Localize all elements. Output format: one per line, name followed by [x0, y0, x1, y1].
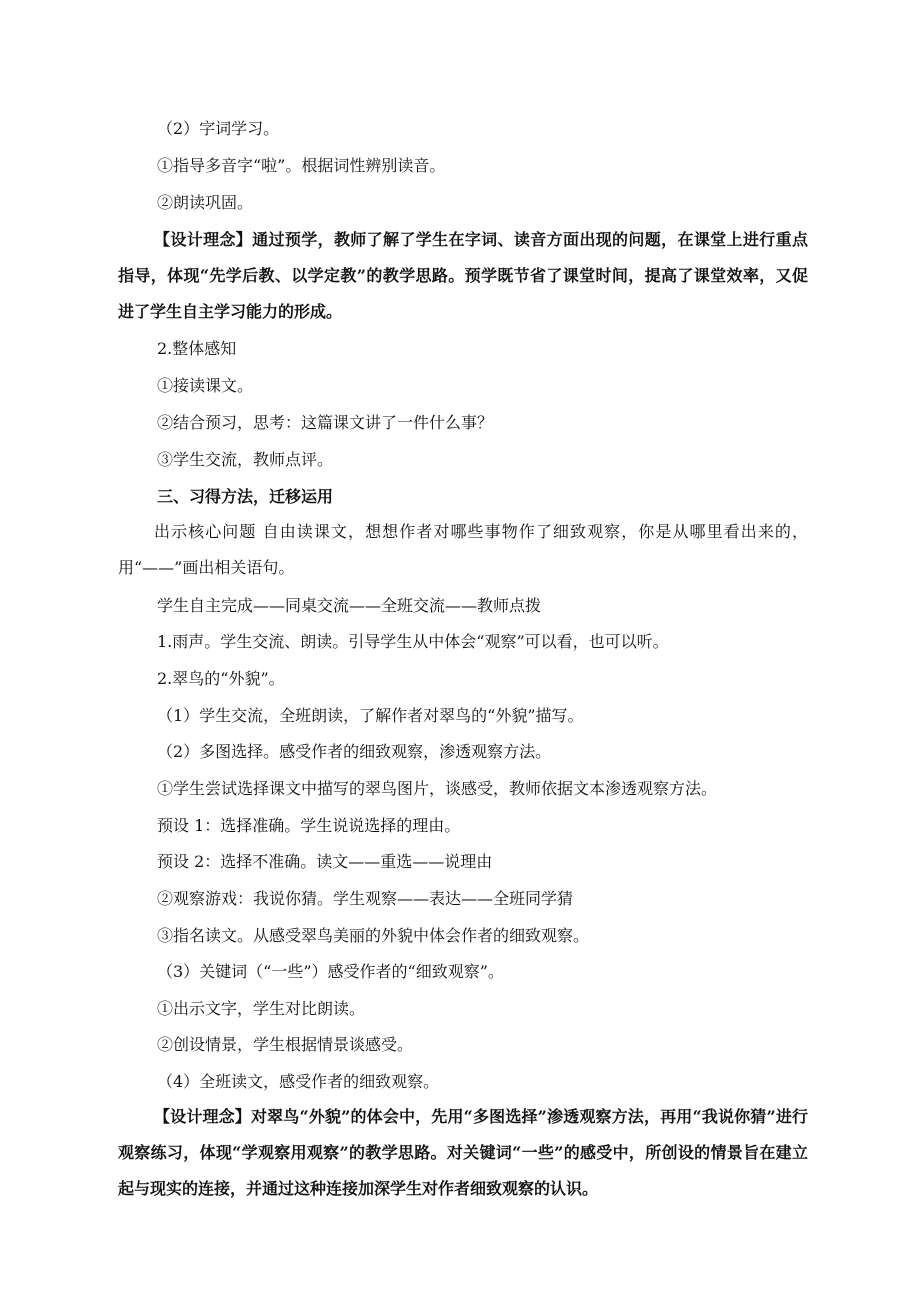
step-read-consolidate: ②朗读巩固。: [157, 193, 254, 212]
subitem-class-reading: （4）全班读文，感受作者的细致观察。: [157, 1072, 440, 1091]
step-exchange-comment: ③学生交流，教师点评。: [157, 450, 334, 469]
step-think-question: ②结合预习，思考：这篇课文讲了一件什么事？: [157, 413, 494, 432]
subitem-keyword: （3）关键词（“一些”）感受作者的“细致观察”。: [157, 962, 504, 981]
subitem-exchange-read: （1）学生交流，全班朗读，了解作者对翠鸟的“外貌”描写。: [157, 706, 584, 725]
step-choose-image: ①学生尝试选择课文中描写的翠鸟图片，谈感受，教师依据文本渗透观察方法。: [157, 779, 718, 798]
preset-1: 预设 1：选择准确。学生说说选择的理由。: [157, 816, 461, 835]
item-rain-sound: 1.雨声。学生交流、朗读。引导学生从中体会“观察”可以看，也可以听。: [157, 632, 669, 651]
step-polyphone: ①指导多音字“啦”。根据词性辨别读音。: [157, 156, 446, 175]
step-named-reading: ③指名读文。从感受翠鸟美丽的外貌中体会作者的细致观察。: [157, 926, 590, 945]
design-concept-1: 【设计理念】通过预学，教师了解了学生在字词、读音方面出现的问题，在课堂上进行重点指导，体现“先学后教、以学定教”的教学思路。预学既节省了课堂时间，提高了课堂效率，又促进了学生自主学习能力的形成。: [118, 230, 808, 321]
subitem-multi-image: （2）多图选择。感受作者的细致观察，渗透观察方法。: [157, 742, 552, 761]
step-observation-game: ②观察游戏：我说你猜。学生观察——表达——全班同学猜: [157, 889, 574, 908]
step-create-scene: ②创设情景，学生根据情景谈感受。: [157, 1035, 414, 1054]
design-concept-2: 【设计理念】对翠鸟“外貌”的体会中，先用“多图选择”渗透观察方法，再用“我说你猜”进行观察练习，体现“学观察用观察”的教学思路。对关键词“一些”的感受中，所创设的情景旨在建立起与现实的连接，并通过这种连接加深学生对作者细致观察的认识。: [118, 1107, 808, 1198]
step-compare-reading: ①出示文字，学生对比朗读。: [157, 999, 366, 1018]
item-kingfisher-appearance: 2.翠鸟的“外貌”。: [157, 669, 285, 688]
learning-flow: 学生自主完成——同桌交流——全班交流——教师点拨: [157, 596, 542, 615]
section-overall-perception: 2.整体感知: [157, 339, 237, 358]
step-relay-reading: ①接读课文。: [157, 376, 254, 395]
core-question-paragraph: 出示核心问题 自由读课文，想想作者对哪些事物作了细致观察，你是从哪里看出来的，用“——”画出相关语句。: [118, 522, 808, 577]
preset-2: 预设 2：选择不准确。读文——重选——说理由: [157, 852, 493, 871]
section-heading-3: 三、习得方法，迁移运用: [157, 487, 334, 506]
subsection-word-study: （2）字词学习。: [157, 119, 280, 138]
